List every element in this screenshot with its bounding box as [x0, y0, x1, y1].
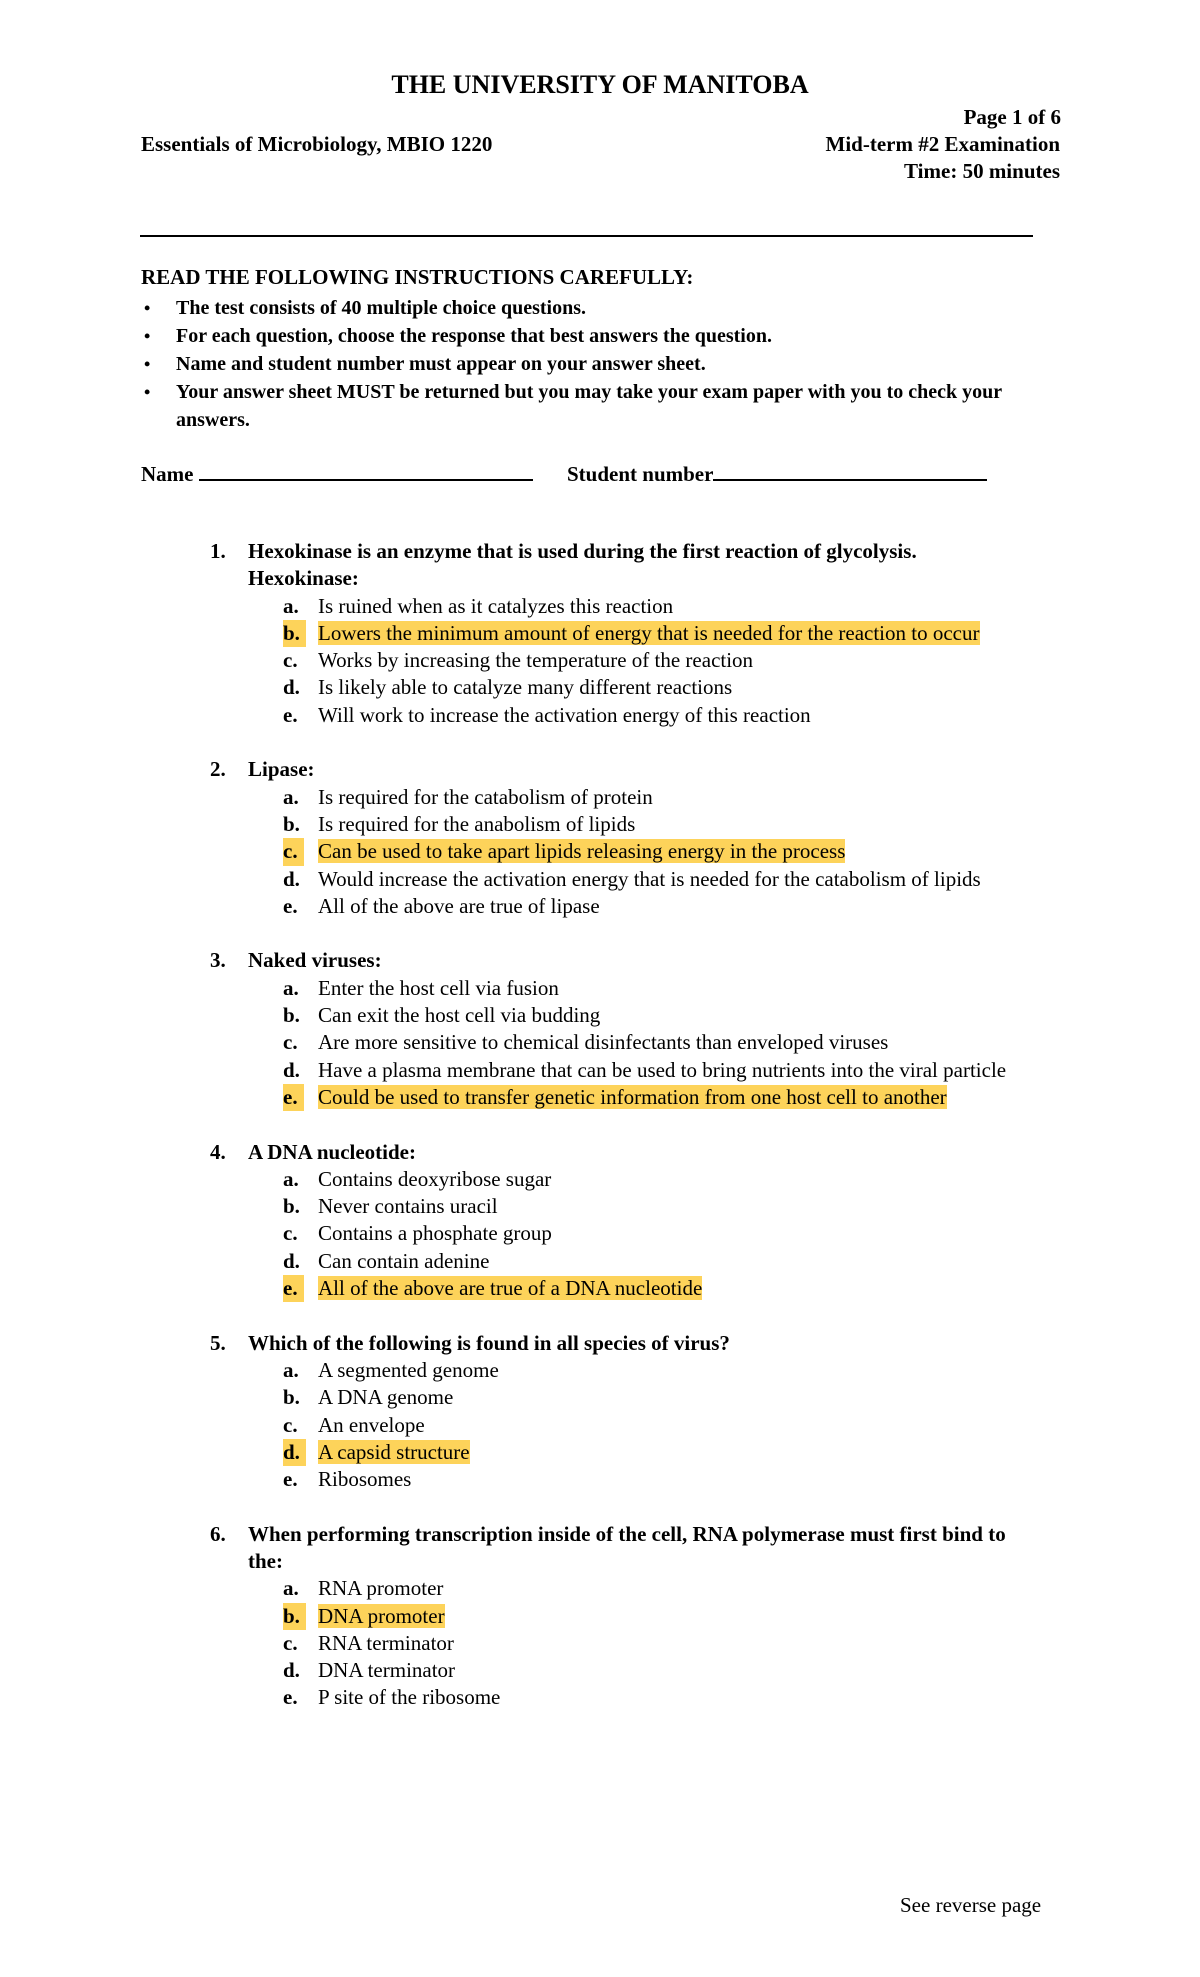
- option-text: Contains a phosphate group: [318, 1221, 552, 1246]
- option-letter: c.: [283, 648, 298, 673]
- question-number: 4.: [210, 1139, 226, 1164]
- question-stem: [0, 1330, 1028, 1357]
- instruction-item: [141, 378, 1041, 434]
- answer-option: [0, 1220, 1033, 1247]
- answer-option: [0, 620, 1033, 647]
- answer-option: [0, 702, 1033, 729]
- university-title: THE UNIVERSITY OF MANITOBA: [391, 70, 809, 99]
- bullet-icon: •: [144, 326, 151, 346]
- option-letter: c.: [283, 838, 304, 865]
- option-letter: d.: [283, 1439, 306, 1466]
- option-text: RNA terminator: [318, 1630, 454, 1655]
- question-number: 5.: [210, 1330, 226, 1355]
- question-number: 6.: [210, 1521, 226, 1546]
- option-text: Can contain adenine: [318, 1248, 490, 1273]
- name-field[interactable]: [141, 459, 533, 487]
- footer-note: See reverse page: [900, 1893, 1042, 1917]
- option-letter: a.: [283, 593, 299, 618]
- highlighted-answer-text: DNA promoter: [318, 1603, 445, 1628]
- option-letter: c.: [283, 1030, 298, 1055]
- bullet-icon: •: [144, 298, 151, 318]
- option-text: Have a plasma membrane that can be used to bring nutrients into the viral particle: [318, 1057, 1007, 1082]
- instruction-item: [141, 322, 1041, 350]
- answer-option: [0, 1684, 1033, 1711]
- question-6: [0, 1521, 1200, 1712]
- option-letter: e.: [283, 893, 298, 918]
- answer-option: [0, 1439, 1033, 1466]
- question-text: Which of the following is found in all species of virus?: [248, 1330, 730, 1355]
- question-number: 1.: [210, 539, 226, 563]
- highlighted-answer-text: Could be used to transfer genetic information from one host cell to another: [318, 1084, 947, 1109]
- question-list: [0, 538, 1200, 1739]
- instruction-text: Your answer sheet MUST be returned but you may take your exam paper with you to check your answers.: [176, 381, 1002, 431]
- question-text: Lipase:: [248, 757, 315, 782]
- question-1: [0, 538, 1200, 729]
- option-letter: b.: [283, 1194, 300, 1219]
- header-divider: [140, 235, 1033, 237]
- instruction-text: For each question, choose the response that best answers the question.: [176, 325, 772, 347]
- option-letter: d.: [283, 866, 300, 891]
- option-letter: e.: [283, 1467, 298, 1492]
- answer-option: [0, 1029, 1033, 1056]
- option-letter: c.: [283, 1412, 298, 1437]
- highlighted-answer-text: A capsid structure: [318, 1439, 470, 1464]
- answer-option: [0, 1575, 1033, 1602]
- option-text: Are more sensitive to chemical disinfectants than enveloped viruses: [318, 1030, 889, 1055]
- answer-option: [0, 975, 1033, 1002]
- option-text: Ribosomes: [318, 1467, 412, 1492]
- question-number: 2.: [210, 757, 226, 782]
- question-number: 3.: [210, 948, 226, 973]
- option-text: Works by increasing the temperature of the reaction: [318, 648, 754, 673]
- option-text: DNA terminator: [318, 1658, 456, 1683]
- answer-option: [0, 1057, 1033, 1084]
- answer-option: [0, 866, 1033, 893]
- option-letter: e.: [283, 1275, 304, 1302]
- answer-option: [0, 593, 1033, 620]
- question-4: [0, 1139, 1200, 1303]
- question-text: Hexokinase is an enzyme that is used during the first reaction of glycolysis. Hexokinase:: [248, 539, 917, 591]
- highlighted-answer-text: All of the above are true of a DNA nucleotide: [318, 1276, 703, 1301]
- option-letter: d.: [283, 1658, 300, 1683]
- highlighted-answer-text: Lowers the minimum amount of energy that is needed for the reaction to occur: [318, 620, 980, 645]
- answer-option: [0, 1275, 1033, 1302]
- option-letter: b.: [283, 1603, 306, 1630]
- option-text: Never contains uracil: [318, 1194, 498, 1219]
- bullet-icon: •: [144, 354, 151, 374]
- highlighted-answer-text: Can be used to take apart lipids releasing energy in the process: [318, 839, 846, 864]
- option-letter: a.: [283, 1576, 299, 1601]
- option-text: Is likely able to catalyze many different reactions: [318, 675, 733, 700]
- option-text: An envelope: [318, 1412, 425, 1437]
- answer-option: [0, 1002, 1033, 1029]
- option-letter: b.: [283, 620, 306, 647]
- option-text: RNA promoter: [318, 1576, 444, 1601]
- answer-option: [0, 1466, 1033, 1493]
- question-text: Naked viruses:: [248, 948, 382, 973]
- bullet-icon: •: [144, 382, 151, 402]
- answer-option: [0, 674, 1033, 701]
- exam-time: Time: 50 minutes: [904, 159, 1060, 183]
- option-text: Is required for the catabolism of protein: [318, 784, 653, 809]
- instruction-item: [141, 294, 1041, 322]
- question-text: A DNA nucleotide:: [248, 1139, 416, 1164]
- name-label: Name: [141, 462, 194, 486]
- student-number-blank[interactable]: [713, 459, 987, 481]
- option-letter: a.: [283, 784, 299, 809]
- page-number: Page 1 of 6: [963, 105, 1061, 129]
- instruction-item: [141, 350, 1041, 378]
- answer-option: [0, 1248, 1033, 1275]
- option-text: Is ruined when as it catalyzes this reaction: [318, 593, 674, 618]
- option-letter: c.: [283, 1221, 298, 1246]
- option-text: Will work to increase the activation energy of this reaction: [318, 702, 811, 727]
- option-text: Can exit the host cell via budding: [318, 1003, 601, 1028]
- question-stem: [0, 538, 1028, 593]
- option-text: Would increase the activation energy that is needed for the catabolism of lipids: [318, 866, 981, 891]
- option-letter: b.: [283, 811, 300, 836]
- answer-option: [0, 647, 1033, 674]
- option-letter: b.: [283, 1385, 300, 1410]
- answer-option: [0, 1630, 1033, 1657]
- answer-option: [0, 1166, 1033, 1193]
- answer-option: [0, 1193, 1033, 1220]
- option-letter: b.: [283, 1003, 300, 1028]
- option-letter: d.: [283, 675, 300, 700]
- option-text: Is required for the anabolism of lipids: [318, 811, 636, 836]
- exam-title: Mid-term #2 Examination: [825, 132, 1060, 156]
- option-letter: e.: [283, 1084, 304, 1111]
- answer-option: [0, 811, 1033, 838]
- question-stem: [0, 1139, 1028, 1166]
- instructions-title: READ THE FOLLOWING INSTRUCTIONS CAREFULLY:: [141, 265, 694, 289]
- question-stem: [0, 947, 1028, 974]
- option-letter: d.: [283, 1248, 300, 1273]
- instructions-list: [141, 294, 1041, 434]
- option-letter: c.: [283, 1630, 298, 1655]
- question-stem: [0, 1521, 1028, 1576]
- student-number-field[interactable]: [567, 459, 987, 487]
- answer-option: [0, 1384, 1033, 1411]
- answer-option: [0, 1357, 1033, 1384]
- answer-option: [0, 1412, 1033, 1439]
- answer-option: [0, 838, 1033, 865]
- option-letter: a.: [283, 975, 299, 1000]
- answer-option: [0, 1084, 1033, 1111]
- answer-option: [0, 1657, 1033, 1684]
- name-blank[interactable]: [199, 459, 533, 481]
- option-letter: d.: [283, 1057, 300, 1082]
- student-number-label: Student number: [567, 462, 714, 486]
- question-text: When performing transcription inside of the cell, RNA polymerase must first bind to the:: [248, 1521, 1006, 1573]
- instruction-text: The test consists of 40 multiple choice questions.: [176, 297, 586, 319]
- option-letter: a.: [283, 1166, 299, 1191]
- option-letter: e.: [283, 1685, 298, 1710]
- option-text: P site of the ribosome: [318, 1685, 501, 1710]
- question-stem: [0, 756, 1028, 783]
- question-3: [0, 947, 1200, 1111]
- option-text: Enter the host cell via fusion: [318, 975, 559, 1000]
- option-letter: e.: [283, 702, 298, 727]
- option-text: A DNA genome: [318, 1385, 454, 1410]
- instruction-text: Name and student number must appear on your answer sheet.: [176, 353, 706, 375]
- course-title: Essentials of Microbiology, MBIO 1220: [141, 132, 493, 156]
- answer-option: [0, 784, 1033, 811]
- option-letter: a.: [283, 1357, 299, 1382]
- question-2: [0, 756, 1200, 920]
- option-text: A segmented genome: [318, 1357, 499, 1382]
- answer-option: [0, 893, 1033, 920]
- option-text: Contains deoxyribose sugar: [318, 1166, 552, 1191]
- question-5: [0, 1330, 1200, 1494]
- option-text: All of the above are true of lipase: [318, 893, 600, 918]
- answer-option: [0, 1603, 1033, 1630]
